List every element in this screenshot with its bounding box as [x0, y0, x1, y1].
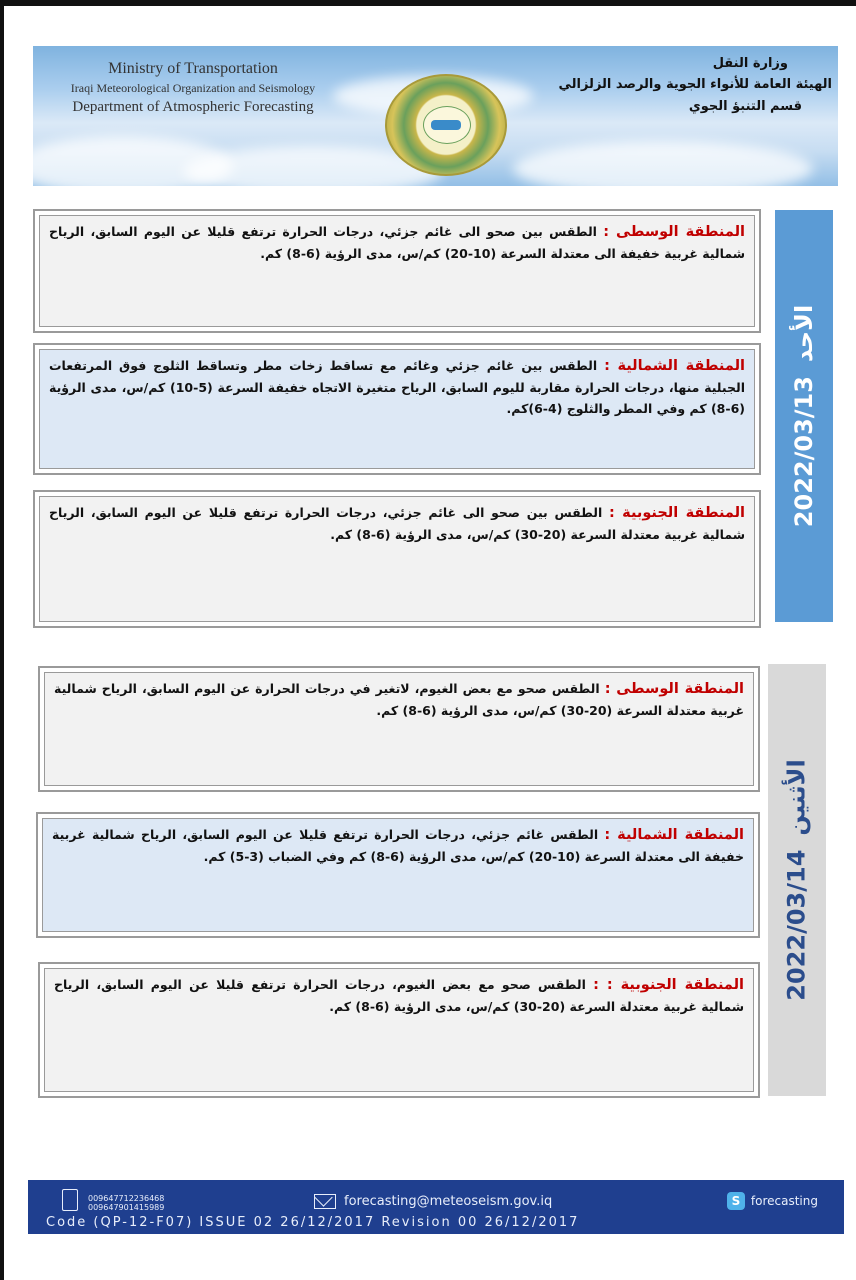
day1-date-column [775, 210, 833, 622]
day2-northern-region-label: المنطقة الشمالية : [604, 827, 745, 843]
day1-northern-forecast [49, 355, 745, 419]
ministry-name-en: Ministry of Transportation [108, 60, 278, 77]
day2-southern-region-label: المنطقة الجنوبية : : [593, 977, 744, 993]
top-border [0, 0, 856, 6]
email-address[interactable]: forecasting@meteoseism.gov.iq [344, 1194, 553, 1209]
skype-icon: S [727, 1192, 745, 1210]
day2-northern-text: الطقس غائم جزئي، درجات الحرارة ترتفع قليلا عن اليوم السابق، الرياح شمالية غربية خفيفة الى معتدلة السرعة (10-20) كم/س، مدى الرؤية (6-8) كم وفي الضباب (3-5) كم. [52, 827, 744, 864]
phone-number-1: 009647712236468 [88, 1194, 165, 1203]
phone-number-2: 009647901415989 [88, 1203, 165, 1212]
day1-southern-region-label: المنطقة الجنوبية : [608, 505, 745, 521]
day1-southern-forecast [49, 502, 745, 545]
day2-southern-box [38, 962, 760, 1098]
organization-name-ar: الهيئة العامة للأنواء الجوية والرصد الزلزالي [558, 77, 832, 92]
day1-central-box [33, 209, 761, 333]
footer-email[interactable] [314, 1194, 552, 1209]
day1-central-forecast [49, 221, 745, 264]
header-arabic [532, 54, 832, 118]
organization-name-en: Iraqi Meteorological Organization and Seismology [70, 81, 316, 95]
skype-handle[interactable]: forecasting [750, 1194, 818, 1208]
document-code-line: Code (QP-12-F07) ISSUE 02 26/12/2017 Revision 00 26/12/2017 [46, 1215, 580, 1230]
organization-seal-icon [385, 74, 507, 176]
ministry-name-ar: وزارة النقل [712, 56, 788, 71]
day2-southern-forecast [54, 974, 744, 1017]
header-banner [33, 46, 838, 186]
day2-central-region-label: المنطقة الوسطى : [604, 681, 744, 697]
day1-southern-box [33, 490, 761, 628]
day1-northern-region-label: المنطقة الشمالية : [604, 358, 745, 374]
day2-central-text: الطقس صحو مع بعض الغيوم، لاتغير في درجات الحرارة عن اليوم السابق، الرياح شمالية غربية معتدلة السرعة (20-30) كم/س، مدى الرؤية (6-8) كم. [54, 681, 744, 718]
day2-southern-text: الطقس صحو مع بعض الغيوم، درجات الحرارة ترتفع قليلا عن اليوم السابق، الرياح شمالية غربية معتدلة السرعة (20-30) كم/س، مدى الرؤية (6-8) كم. [54, 977, 744, 1014]
day1-central-text: الطقس بين صحو الى غائم جزئي، درجات الحرارة ترتفع قليلا عن اليوم السابق، الرياح شمالية غربية خفيفة الى معتدلة السرعة (10-20) كم/س، مدى الرؤية (6-8) كم. [49, 224, 745, 261]
day1-southern-text: الطقس بين صحو الى غائم جزئي، درجات الحرارة ترتفع قليلا عن اليوم السابق، الرياح شمالية غربية معتدلة السرعة (20-30) كم/س، مدى الرؤية (6-8) كم. [49, 505, 745, 542]
department-name-en: Department of Atmospheric Forecasting [72, 99, 314, 115]
department-name-ar: قسم التنبؤ الجوي [688, 99, 802, 114]
day2-day-name: الأثنين [783, 759, 811, 836]
day1-northern-text: الطقس بين غائم جزئي وغائم مع تساقط زخات مطر وتساقط الثلوج فوق المرتفعات الجبلية منها، درجات الحرارة مقاربة لليوم السابق، الرياح متغيرة الاتجاه خفيفة السرعة (5-10) كم/س، مدى الرؤية (6-8) كم وفي المطر والثلوج (4-6)كم. [49, 358, 745, 416]
day1-northern-box [33, 343, 761, 475]
left-border [0, 0, 4, 1280]
cloud-decoration [513, 141, 813, 186]
day2-central-forecast [54, 678, 744, 721]
day1-date: 2022/03/13 [790, 376, 819, 528]
mail-icon [314, 1194, 336, 1209]
day1-central-region-label: المنطقة الوسطى : [603, 224, 745, 240]
phone-icon [62, 1189, 78, 1211]
phone-numbers [88, 1194, 164, 1212]
day2-date-column [768, 664, 826, 1096]
header-english [43, 58, 343, 118]
day2-date: 2022/03/14 [783, 849, 811, 1001]
day2-northern-forecast [52, 824, 744, 867]
footer-skype[interactable] [727, 1192, 818, 1210]
footer-bar [28, 1180, 844, 1234]
day1-day-name: الأحد [790, 304, 819, 363]
day2-northern-box [36, 812, 760, 938]
day2-central-box [38, 666, 760, 792]
